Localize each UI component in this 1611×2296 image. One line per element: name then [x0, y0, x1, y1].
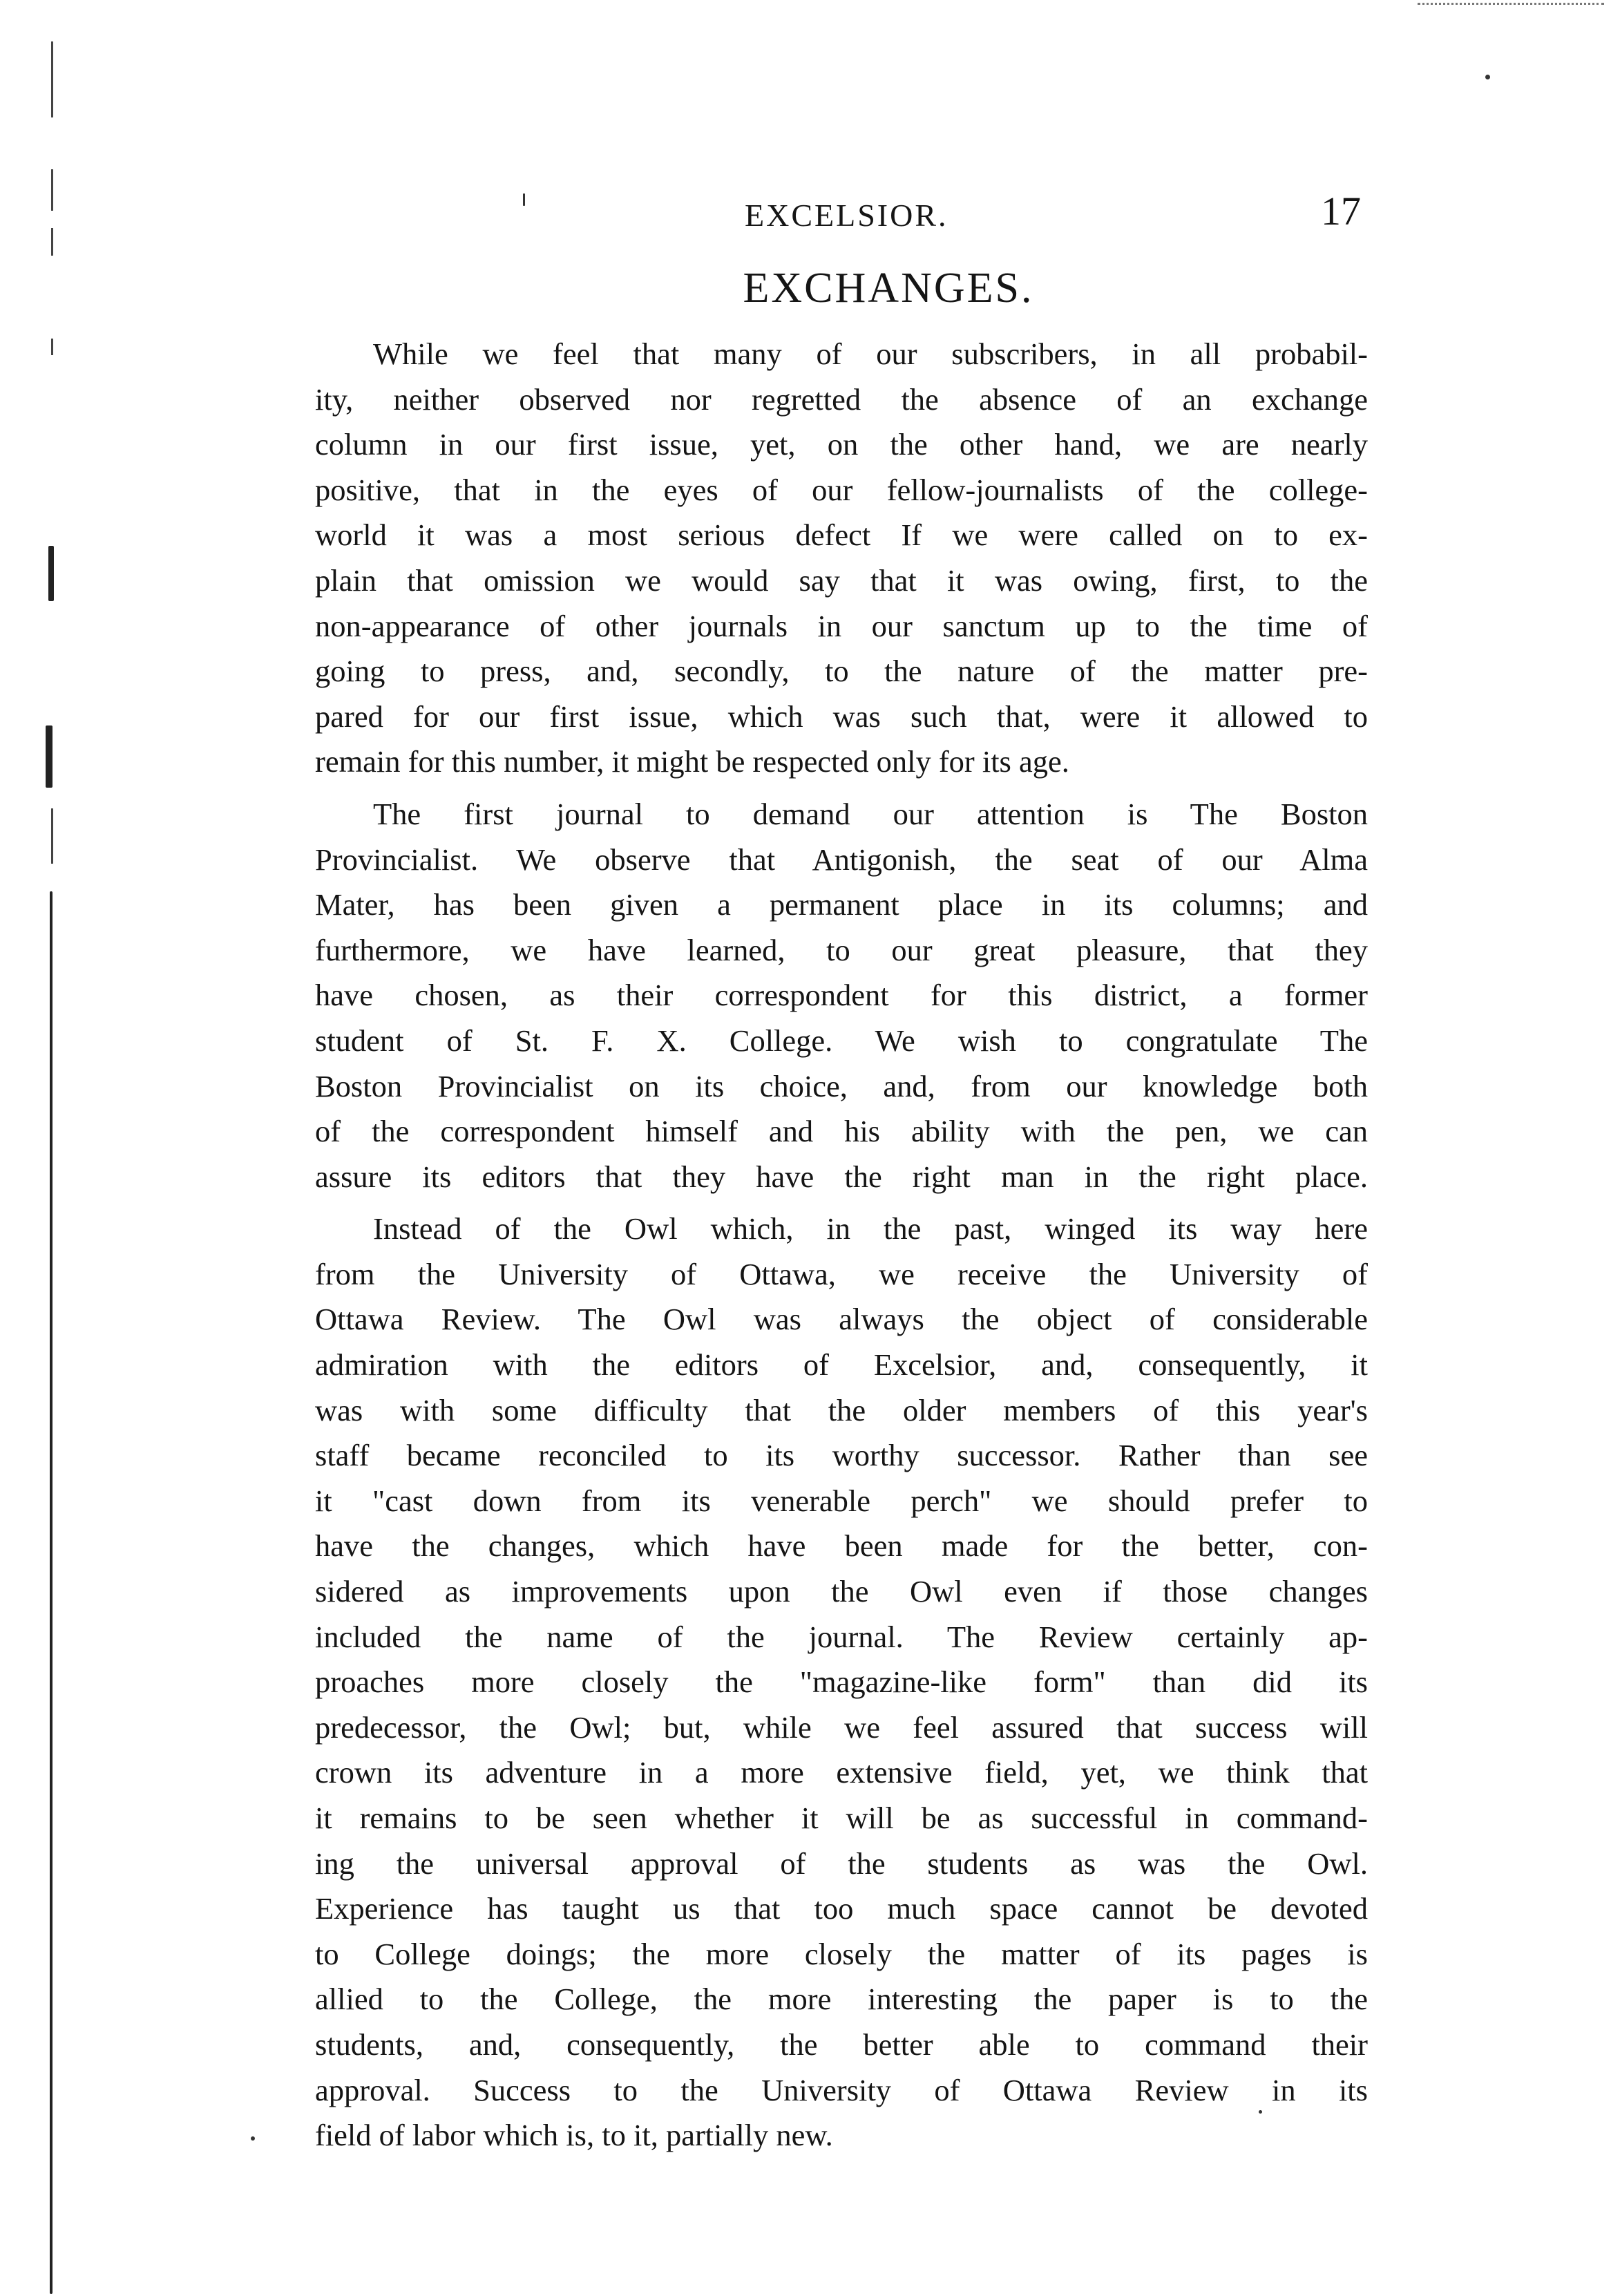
text-line: proaches more closely the "magazine-like form" than did its [315, 1664, 1368, 1700]
running-head: EXCELSIOR. [745, 198, 949, 233]
paragraph [315, 1206, 1368, 2158]
scan-speck [1485, 75, 1490, 79]
section-title: EXCHANGES. [743, 265, 1034, 312]
text-line: ity, neither observed nor regretted the absence of an exchange [315, 381, 1368, 417]
binding-mark [51, 339, 53, 355]
text-line: allied to the College, the more interesting the paper is to the [315, 1982, 1368, 2017]
text-line: assure its editors that they have the right man in the right place. [315, 1159, 1368, 1194]
text-line: world it was a most serious defect If we were called on to ex- [315, 518, 1368, 553]
text-line: it "cast down from its venerable perch" we should prefer to [315, 1483, 1368, 1518]
text-line: from the University of Ottawa, we receive the University of [315, 1256, 1368, 1291]
scan-speck [523, 193, 525, 206]
text-line: positive, that in the eyes of our fellow-journalists of the college- [315, 472, 1368, 507]
binding-mark [51, 169, 53, 211]
text-line: have chosen, as their correspondent for this district, a former [315, 978, 1368, 1013]
text-line: of the correspondent himself and his ability with the pen, we can [315, 1114, 1368, 1149]
text-line: Boston Provincialist on its choice, and, from our knowledge both [315, 1068, 1368, 1103]
scan-speck [251, 2136, 255, 2141]
text-line: The first journal to demand our attention is The Boston [373, 796, 1368, 831]
text-line: staff became reconciled to its worthy successor. Rather than see [315, 1438, 1368, 1473]
text-line: pared for our first issue, which was such that, were it allowed to [315, 699, 1368, 734]
text-line: crown its adventure in a more extensive field, yet, we think that [315, 1755, 1368, 1790]
text-line: to College doings; the more closely the matter of its pages is [315, 1936, 1368, 1971]
binding-mark [48, 546, 54, 601]
binding-mark [51, 228, 53, 256]
text-line: predecessor, the Owl; but, while we feel assured that success will [315, 1709, 1368, 1745]
text-line: furthermore, we have learned, to our great pleasure, that they [315, 932, 1368, 967]
text-line: included the name of the journal. The Review certainly ap- [315, 1619, 1368, 1654]
text-line: While we feel that many of our subscribers, in all probabil- [373, 336, 1368, 371]
binding-mark [46, 725, 53, 788]
text-line: student of St. F. X. College. We wish to congratulate The [315, 1023, 1368, 1058]
text-line: students, and, consequently, the better able to command their [315, 2027, 1368, 2062]
text-line: column in our first issue, yet, on the other hand, we are nearly [315, 427, 1368, 462]
text-line: field of labor which is, to it, partially new. [315, 2118, 833, 2153]
binding-mark [51, 41, 53, 117]
text-line: Provincialist. We observe that Antigonish, the seat of our Alma [315, 842, 1368, 877]
text-line: it remains to be seen whether it will be as successful in command- [315, 1801, 1368, 1835]
text-line: admiration with the editors of Excelsior, and, consequently, it [315, 1347, 1368, 1383]
text-line: Ottawa Review. The Owl was always the object of considerable [315, 1302, 1368, 1337]
paragraph [315, 792, 1368, 1199]
article-body [315, 332, 1368, 2165]
text-line: non-appearance of other journals in our sanctum up to the time of [315, 608, 1368, 643]
text-line: was with some difficulty that the older members of this year's [315, 1392, 1368, 1427]
text-line: have the changes, which have been made for the better, con- [315, 1528, 1368, 1564]
text-line: Instead of the Owl which, in the past, winged its way here [373, 1211, 1368, 1246]
binding-mark [51, 808, 53, 864]
text-line: Mater, has been given a permanent place in its columns; and [315, 887, 1368, 922]
text-line: ing the universal approval of the students as was the Owl. [315, 1846, 1368, 1881]
text-line: plain that omission we would say that it was owing, first, to the [315, 562, 1368, 598]
binding-mark [50, 891, 53, 2294]
text-line: Experience has taught us that too much space cannot be devoted [315, 1891, 1368, 1926]
text-line: sidered as improvements upon the Owl even if those changes [315, 1574, 1368, 1609]
text-line: going to press, and, secondly, to the nature of the matter pre- [315, 654, 1368, 689]
text-line: approval. Success to the University of Ottawa Review in its [315, 2072, 1368, 2107]
page-number: 17 [1321, 189, 1361, 234]
scan-edge-dots [1418, 3, 1604, 8]
paragraph [315, 332, 1368, 785]
text-line: remain for this number, it might be respected only for its age. [315, 744, 1069, 779]
